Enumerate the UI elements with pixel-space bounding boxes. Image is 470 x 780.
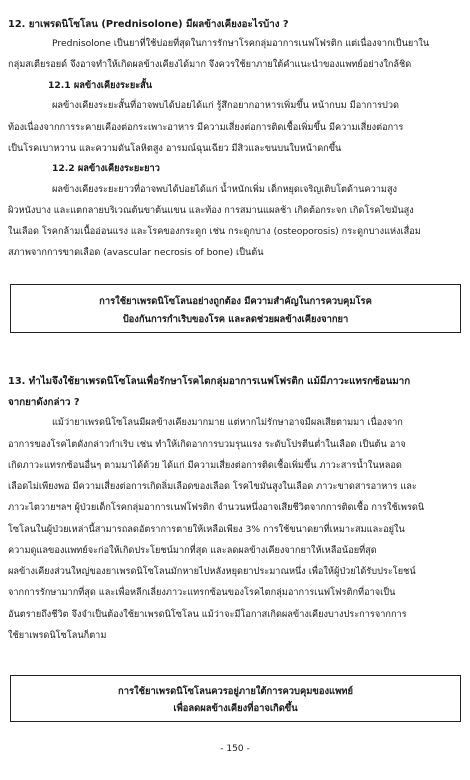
q12-2-line: สภาพจากการขาดเลือด (avascular necrosis of bone) เป็นต้น [8,247,264,258]
q12-2-heading: 12.2 ผลข้างเคียงระยะยาว [52,163,160,174]
q12-2-line: ในเลือด โรคกล้ามเนื้ออ่อนแรง และโรคของกระดูก เช่น กระดูกบาง (osteoporosis) กระดูกบางแห่งเสื่อม [8,226,421,237]
q12-intro-line: Prednisolone เป็นยาที่ใช้บ่อยที่สุดในการรักษาโรคกลุ่มอาการเนฟโฟรติก แต่เนื่องจากเป็นยาใน [52,38,430,49]
callout-line: เพื่อลดผลข้างเคียงที่อาจเกิดขึ้น [173,703,298,714]
q13-body-line: ผลข้างเคียงส่วนใหญ่ของยาเพรดนิโซโลนมักหายไปหลังหยุดยาประมาณหนึ่ง เพื่อให้ผู้ป่วยได้รับประโยชน์ [8,566,416,577]
callout-line: การใช้ยาเพรดนิโซโลนอย่างถูกต้อง มีความสำคัญในการควบคุมโรค [99,296,372,307]
q13-body-line: จากการรักษามากที่สุด และเพื่อหลีกเลี่ยงภาวะแทรกซ้อนของโรคไตกลุ่มอาการเนฟโฟรติกที่อาจเป็น [8,587,396,598]
callout-line: ป้องกันการกำเริบของโรค และลดช่วยผลข้างเคียงจากยา [122,314,349,325]
q13-body-line: เกิดภาวะแทรกซ้อนอื่นๆ ตามมาได้ด้วย ได้แก่ มีความเสี่ยงต่อการติดเชื้อเพิ่มขึ้น ภาวะสารน้ำในหลอด [8,460,402,471]
q13-body-line: ใช้ยาเพรดนิโซโลนก็ตาม [8,630,107,641]
q13-body-line: อันตรายถึงชีวิต จึงจำเป็นต้องใช้ยาเพรดนิโซโลน แม้ว่าจะมีโอกาสเกิดผลข้างเคียงบางประการจากการ [8,609,407,620]
q12-2-line: ผิวหนังบาง และแตกลายบริเวณต้นขาต้นแขน และท้อง การสมานแผลช้า เกิดต้อกระจก เกิดโรคไขมันสูง [8,205,414,216]
callout-box-correct-use [10,284,461,333]
q13-body-line: ความดูแลของแพทย์จะก่อให้เกิดประโยชน์มากที่สุด และลดผลข้างเคียงจากยาให้เหลือน้อยที่สุด [8,545,377,556]
q13-body-line: เลือดไม่เพียงพอ มีความเสี่ยงต่อการเกิดลิ่มเลือดของเลือด โรคไขมันสูงในเลือด ภาวะขาดสารอาหาร และ [8,481,417,492]
q13-body-line: อาการของโรคไตดังกล่าวกำเริบ เช่น ทำให้เกิดอาการบวมรุนแรง ระดับโปรตีนต่ำในเลือด เป็นต้น อาจ [8,439,406,450]
page-number: - 150 - [220,744,250,754]
q13-heading: 13. ทำไมจึงใช้ยาเพรดนิโซโลนเพื่อรักษาโรคไตกลุ่มอาการเนฟโฟรติก แม้มีภาวะแทรกซ้อนมาก [8,376,411,387]
q12-2-line: ผลข้างเคียงระยะยาวที่อาจพบได้บ่อยได้แก่ น้ำหนักเพิ่ม เด็กหยุดเจริญเติบโตด้านความสูง [52,184,398,195]
q12-1-heading: 12.1 ผลข้างเคียงระยะสั้น [48,80,153,91]
q12-1-line: เป็นโรคเบาหวาน และความดันโลหิตสูง อารมณ์ฉุนเฉียว มีสิวและขนบนใบหน้าดกขึ้น [8,143,342,154]
q13-body-line: ภาวะไตวายฯลฯ ผู้ป่วยเด็กโรคกลุ่มอาการเนฟโฟรติก จำนวนหนึ่งอาจเสียชีวิตจากการติดเชื้อ การใช้เพรดนิ [8,502,425,513]
q12-1-line: ท้องเนื่องจากการระคายเคืองต่อกระเพาะอาหาร มีความเสี่ยงต่อการติดเชื้อเพิ่มขึ้น มีความเสี่ยงต่อการ [8,122,404,133]
q13-body-line: แม้ว่ายาเพรดนิโซโลนมีผลข้างเคียงมากมาย แต่หากไม่รักษาอาจมีผลเสียตามมา เนื่องจาก [52,417,403,428]
q12-intro-line: กลุ่มสเตียรอยด์ จึงอาจทำให้เกิดผลข้างเคียงได้มาก จึงควรใช้ยาภายใต้คำแนะนำของแพทย์อย่างใกล้ชิด [8,59,412,70]
q13-heading: จากยาดังกล่าว ? [8,397,80,408]
callout-box-physician-control [10,675,461,722]
q12-heading: 12. ยาเพรดนิโซโลน (Prednisolone) มีผลข้างเคียงอะไรบ้าง ? [8,19,289,30]
q13-body-line: โซโลนในผู้ป่วยเหล่านี้สามารถลดอัตราการตายให้เหลือเพียง 3% การใช้ขนาดยาที่เหมาะสมและอยู่ใน [8,524,405,535]
q12-1-line: ผลข้างเคียงระยะสั้นที่อาจพบได้บ่อยได้แก่ รู้สึกอยากอาหารเพิ่มขึ้น หน้ากบม มีอาการปวด [52,100,399,111]
callout-line: การใช้ยาเพรดนิโซโลนควรอยู่ภายใต้การควบคุมของแพทย์ [118,686,353,697]
